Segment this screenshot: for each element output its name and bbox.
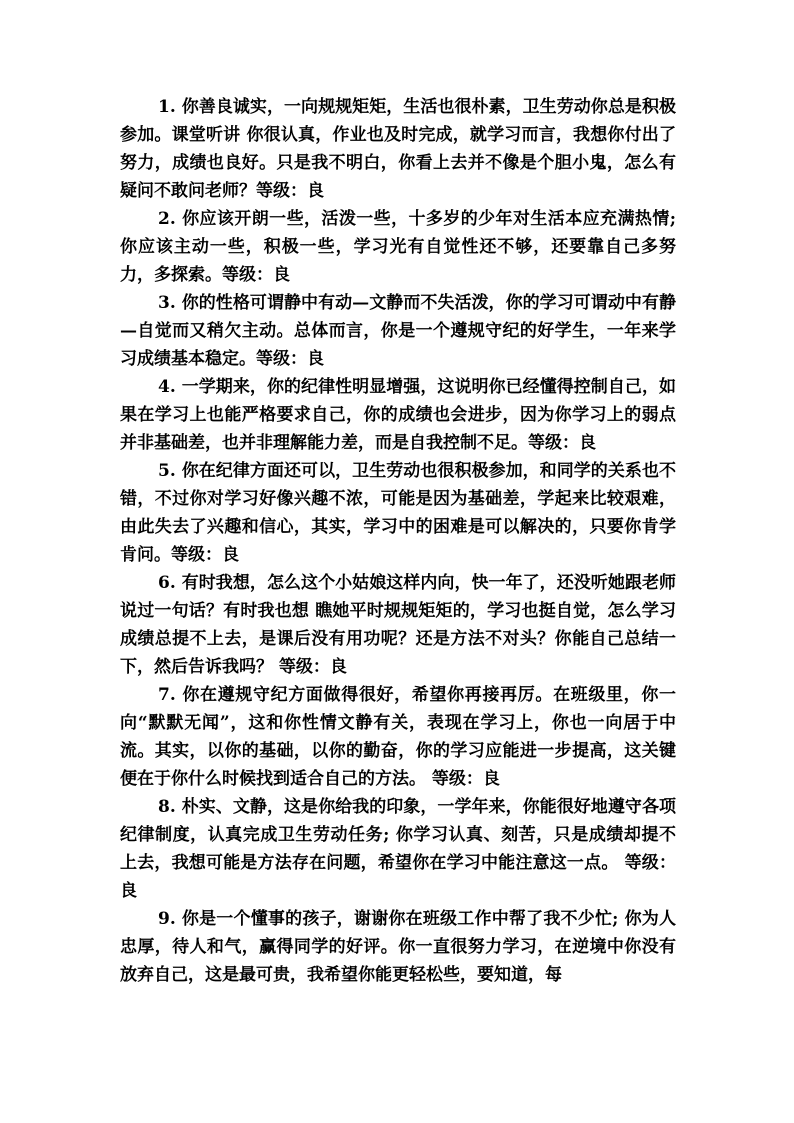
- comment-paragraph-7: 7. 你在遵规守纪方面做得很好，希望你再接再厉。在班级里，你一向“默默无闻”，这和你性情文静有关，表现在学习上，你也一向居于中流。其实，以你的基础，以你的勤奋，你的学习应能进一步提高，这关键便在于你什么时候找到适合自己的方法。 等级：良: [120, 685, 676, 789]
- document-page: [120, 93, 676, 989]
- comment-paragraph-9: 9. 你是一个懂事的孩子，谢谢你在班级工作中帮了我不少忙; 你为人忠厚，待人和气，赢得同学的好评。你一直很努力学习，在逆境中你没有放弃自己，这是最可贵，我希望你能更轻松些，要知道，每: [120, 909, 676, 985]
- comment-paragraph-3: 3. 你的性格可谓静中有动—文静而不失活泼，你的学习可谓动中有静—自觉而又稍欠主动。总体而言，你是一个遵规守纪的好学生，一年来学习成绩基本稳定。等级：良: [120, 293, 676, 369]
- comment-paragraph-4: 4. 一学期来，你的纪律性明显增强，这说明你已经懂得控制自己，如果在学习上也能严格要求自己，你的成绩也会进步，因为你学习上的弱点并非基础差，也并非理解能力差，而是自我控制不足。等级：良: [120, 377, 676, 453]
- comment-paragraph-8: 8. 朴实、文静，这是你给我的印象，一学年来，你能很好地遵守各项纪律制度，认真完成卫生劳动任务; 你学习认真、刻苦，只是成绩却提不上去，我想可能是方法存在问题，希望你在学习中能注意这一点。 等级：良: [120, 797, 676, 901]
- comment-paragraph-2: 2. 你应该开朗一些，活泼一些，十多岁的少年对生活本应充满热情; 你应该主动一些，积极一些，学习光有自觉性还不够，还要靠自己多努力，多探索。等级：良: [120, 209, 676, 285]
- comment-paragraph-6: 6. 有时我想，怎么这个小姑娘这样内向，快一年了，还没听她跟老师说过一句话？有时我也想 瞧她平时规规矩矩的，学习也挺自觉，怎么学习成绩总提不上去，是课后没有用功呢？还是方法不对头？你能自己总结一下，然后告诉我吗？ 等级：良: [120, 573, 676, 677]
- comment-paragraph-5: 5. 你在纪律方面还可以，卫生劳动也很积极参加，和同学的关系也不错，不过你对学习好像兴趣不浓，可能是因为基础差，学起来比较艰难，由此失去了兴趣和信心，其实，学习中的困难是可以解决的，只要你肯学肯问。等级：良: [120, 461, 676, 565]
- comment-paragraph-1: 1. 你善良诚实，一向规规矩矩，生活也很朴素，卫生劳动你总是积极参加。课堂听讲 你很认真，作业也及时完成，就学习而言，我想你付出了努力，成绩也良好。只是我不明白，你看上去并不像是个胆小鬼，怎么有疑问不敢问老师？等级：良: [120, 97, 676, 201]
